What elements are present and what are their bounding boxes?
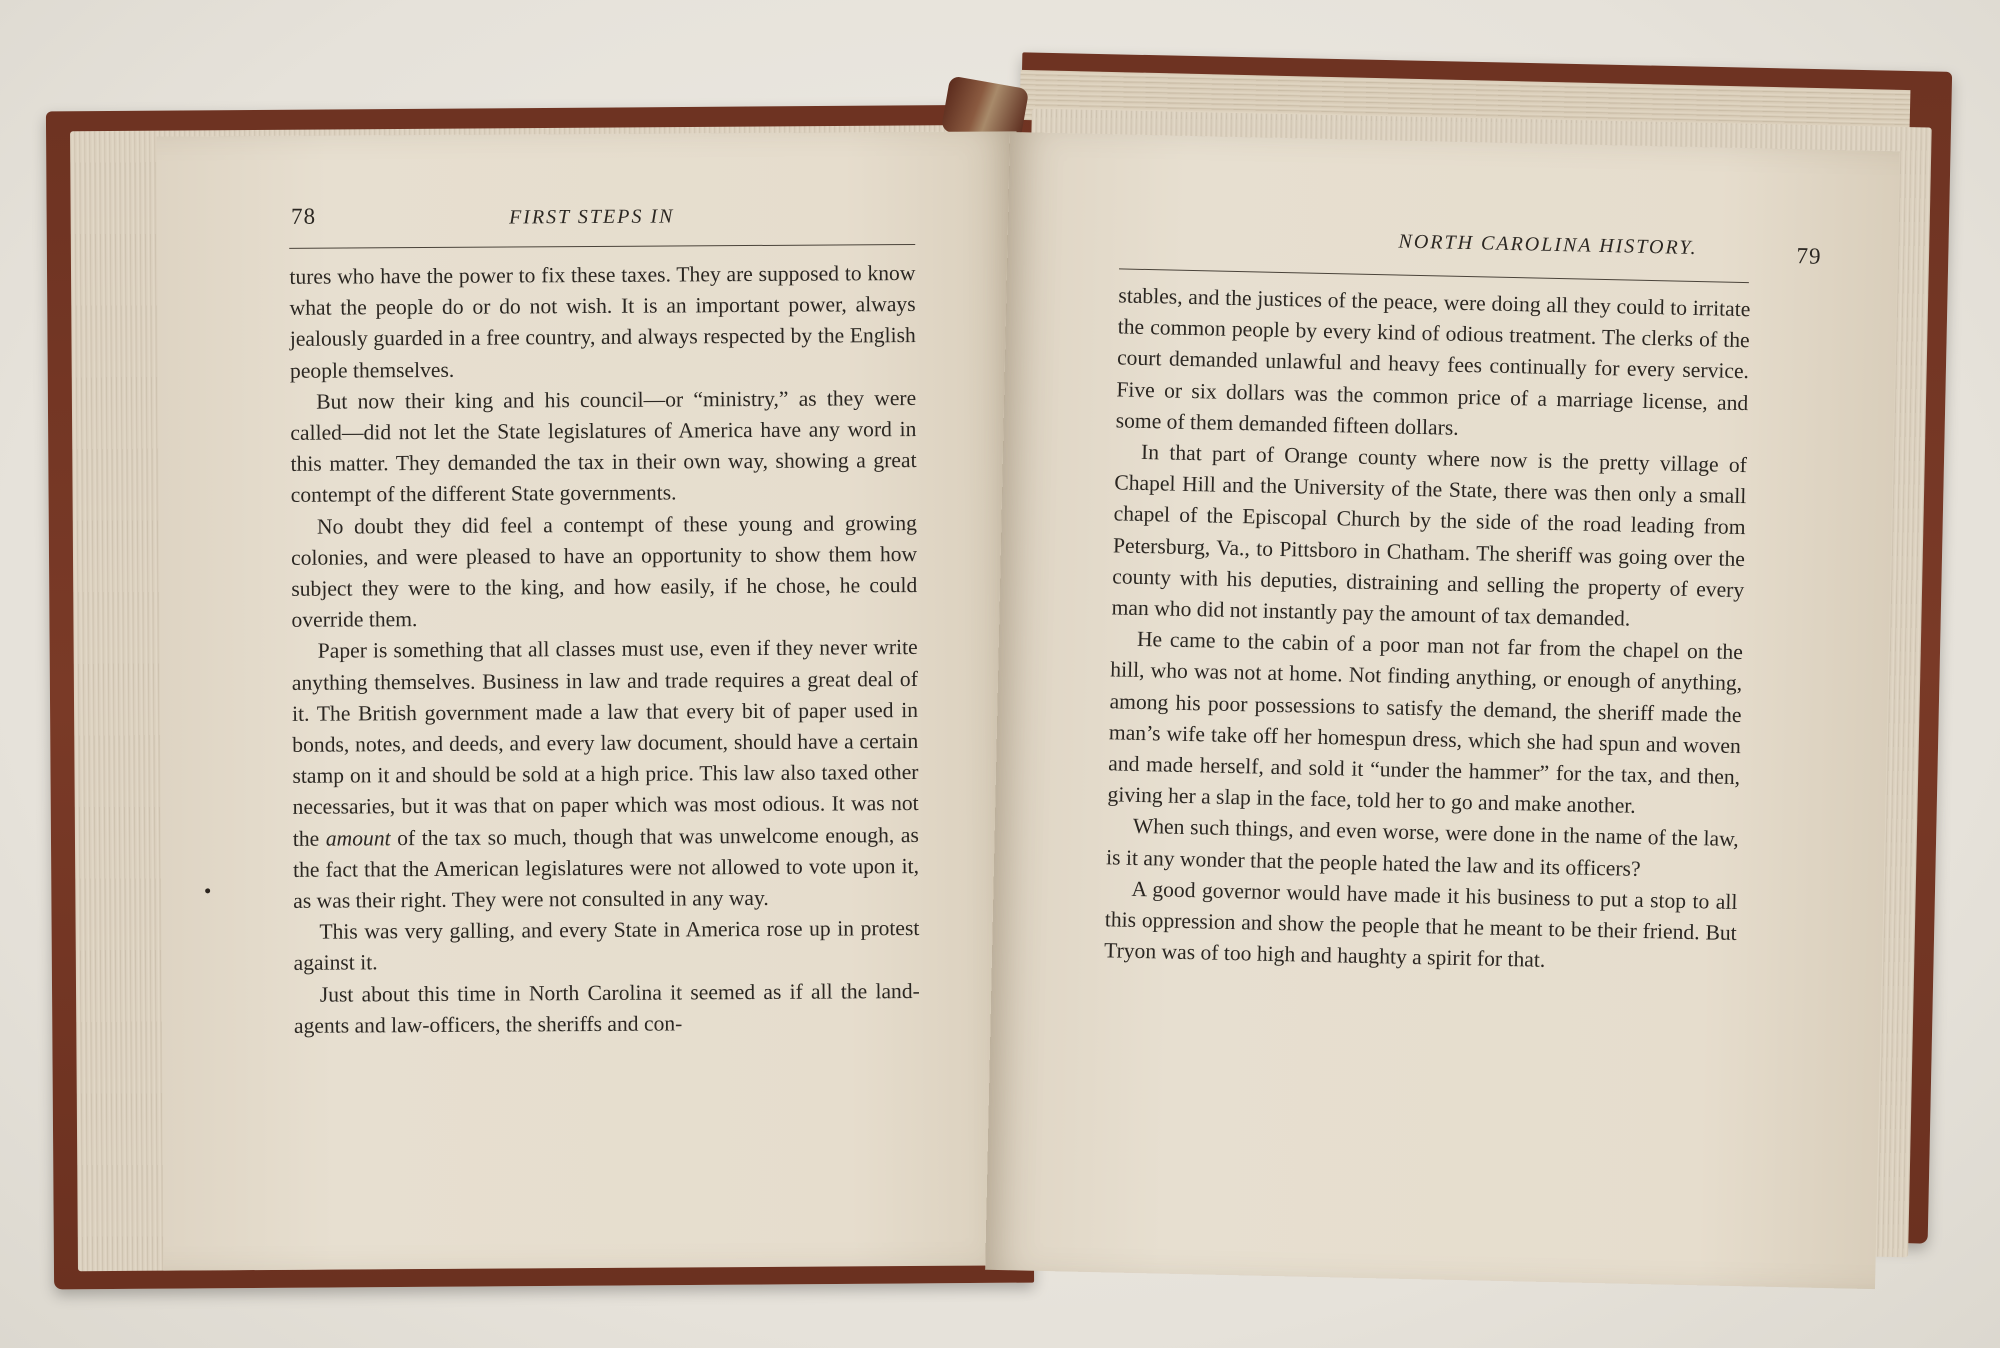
paragraph: This was very galling, and every State in America rose up in protest against it. <box>293 916 920 976</box>
running-head: NORTH CAROLINA HISTORY. <box>1398 230 1698 260</box>
paragraph: No doubt they did feel a contempt of these young and growing colonies, and were pleased to have an opportunity to show them how subject they were to the king, and how easily, if he chose, he could override them. <box>291 510 918 633</box>
paragraph: When such things, and even worse, were done in the name of the law, is it any wonder that the people hated the law and its officers? <box>1105 814 1740 881</box>
ink-speck <box>205 888 210 893</box>
paragraph-text: of the tax so much, though that was unwelcome enough, as the fact that the American legislatures were not allowed to vote upon it, as was their right. They were not consulted in any way. <box>292 822 920 913</box>
paragraph: In that part of Orange county where now is the pretty village of Chapel Hill and the University of the State, there was then only a small chapel of the Episcopal Church by the side of the road leading from Petersburg, Va., to Pittsboro in Chatham. The sheriff was going over the county with his deputies, distraining and selling the property of every man who did not instantly pay the amount of tax demanded. <box>1111 439 1748 631</box>
header-rule <box>289 244 915 249</box>
paragraph-text: Paper is something that all classes must use, even if they never write anything themselves. Business in law and trade requires a great deal of it. The British government made a law that every bit of paper used in bonds, notes, and deeds, and every law document, should have a certain stamp on it and should be sold at a high price. This law also taxed other necessaries, but it was that on paper which was most odious. It was not the <box>291 635 919 851</box>
paragraph: But now their king and his council—or “ministry,” as they were called—did not let the State legislatures of America have any word in this matter. They demanded the tax in their own way, showing a great contempt of the different State governments. <box>290 385 917 508</box>
paragraph: A good governor would have made it his business to put a stop to all this oppression and show the people that he meant to be their friend. But Tryon was of too high and haughty a spirit for that. <box>1103 876 1738 973</box>
paragraph: tures who have the power to fix these taxes. They are supposed to know what the people do or do not wish. It is an important power, always jealously guarded in a free country, and always respected by the English people themselves. <box>289 261 916 383</box>
left-page-header <box>157 199 1017 244</box>
paragraph: He came to the cabin of a poor man not far from the chapel on the hill, who was not at home. Not finding anything, or enough of anything, among his poor possessions to satisfy the demand, the sheriff made the man’s wife take off her homespun dress, which she had spun and woven and made herself, and sold it “under the hammer” for the tax, and then, giving her a slap in the face, told her to go and make another. <box>1107 627 1744 819</box>
page-number: 79 <box>1796 243 1822 269</box>
paragraph <box>292 632 920 917</box>
paragraph: Just about this time in North Carolina it seemed as if all the land-agents and law-officers, the sheriffs and con- <box>293 978 920 1038</box>
page-number: 78 <box>290 203 317 229</box>
right-page-body <box>1104 280 1751 980</box>
right-page <box>985 132 1900 1289</box>
left-page <box>157 131 1024 1270</box>
paragraph: stables, and the justices of the peace, were doing all they could to irritate the common people by every kind of odious treatment. The clerks of the court demanded unlawful and heavy fees continually for every service. Five or six dollars was the common price of a marriage license, and some of them demanded fifteen dollars. <box>1115 283 1751 440</box>
left-page-body <box>289 258 920 1042</box>
running-head: FIRST STEPS IN <box>508 205 675 229</box>
italic-word: amount <box>325 825 391 851</box>
